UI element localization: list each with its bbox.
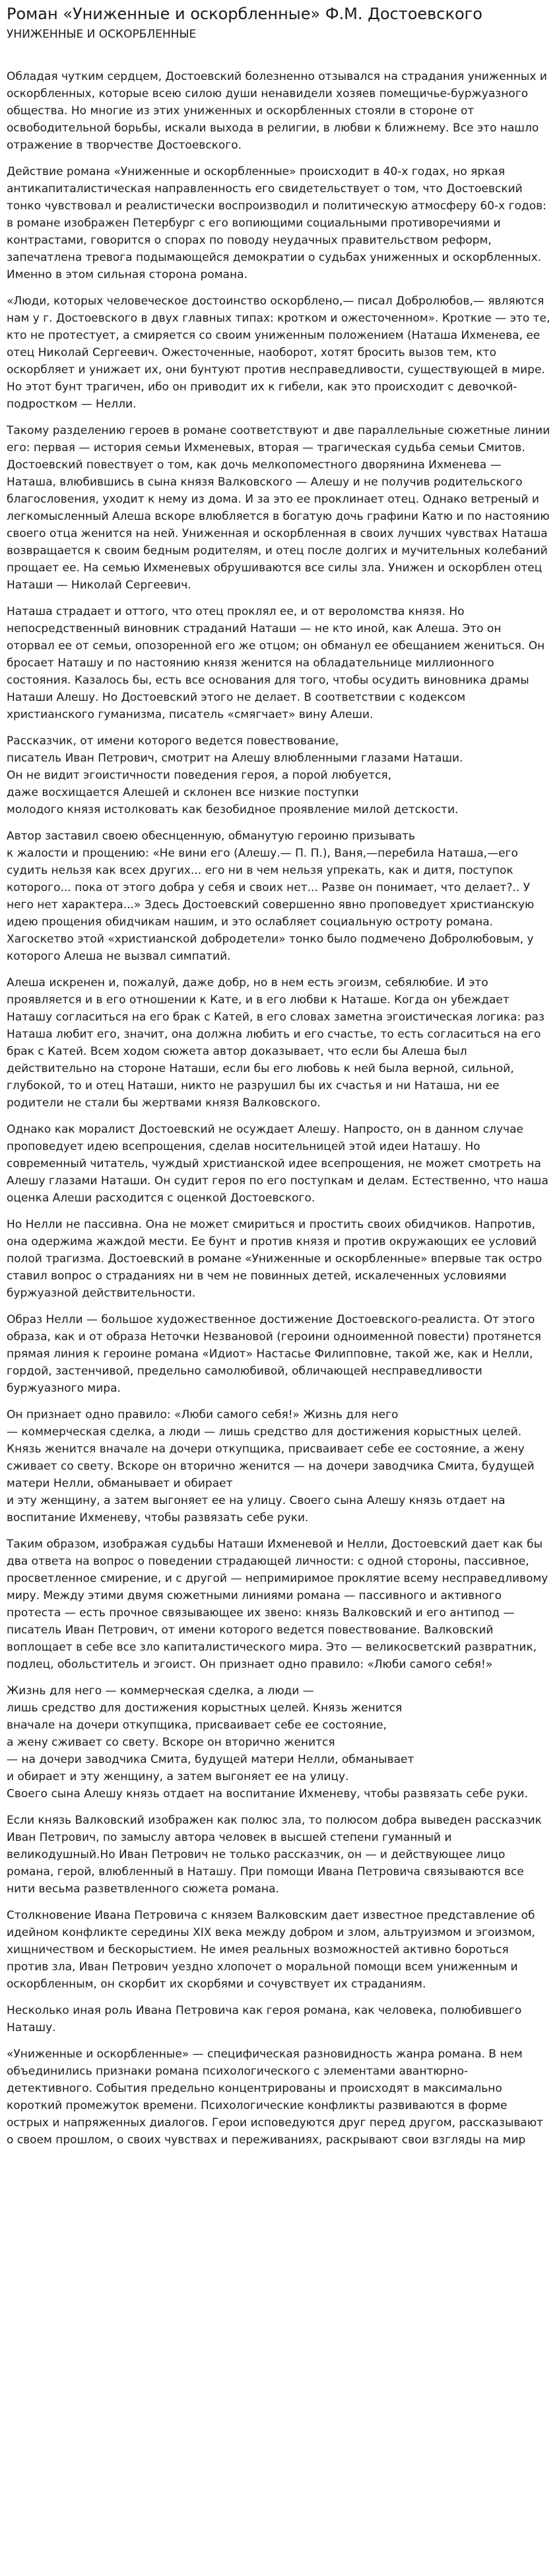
paragraph: Наташа страдает и оттого, что отец проклял ее, и от вероломства князя. Но непосредственный виновник страданий Наташи — не кто иной, как Алеша. Это он оторвал ее от семьи, опозоренной его же отцом; он обманул ее обещанием жениться. Он бросает Наташу и по настоянию князя женится на обладательнице миллионного состояния. Казалось бы, есть все основания для того, чтобы осудить виновника драмы Наташи Алешу. Но Достоевский этого не делает. В соответствии с кодексом христианского гуманизма, писатель «смягчает» вину Алеши.: [7, 605, 545, 722]
paragraph: Жизнь для него — коммерческая сделка, а люди — лишь средство для достижения корыстных целей. Князь женится вначале на дочери откупщика, присваивает себе ее состояние, а жену сживает со свету. Вскоре он вторично женится — на дочери заводчика Смита, будущей матери Нелли, обманывает и обирает и эту женщину, а затем выгоняет ее на улицу. Своего сына Алешу князь отдает на воспитание Ихменеву, чтобы развязать себе руки.: [7, 1684, 528, 1801]
paragraph: Такому разделению героев в романе соответствуют и две параллельные сюжетные линии его: первая — история семьи Ихменевых, вторая — трагическая судьба семьи Смитов. Достоевский повествует о том, как дочь мелкопоместного дворянина Ихменева — Наташа, влюбившись в сына князя Валковского — Алешу и не получив родительского благословения, уходит к нему из дома. И за это ее проклинает отец. Однако ветреный и легкомысленный Алеша вскоре влюбляется в богатую дочь графини Катю и по настоянию своего отца женится на ней. Униженная и оскорбленная в своих лучших чувствах Наташа возвращается к своим бедным родителям, и отец после долгих и мучительных колебаний прощает ее. На семью Ихменевых обрушиваются все силы зла. Унижен и оскорблен отец Наташи — Николай Сергеевич.: [7, 424, 550, 592]
paragraph: Образ Нелли — большое художественное достижение Достоевского-реалиста. От этого образа, как и от образа Неточки Незвановой (героини одноименной повести) протянется прямая линия к героине романа «Идиот» Настасье Филипповне, такой же, как и Нелли, гордой, застенчивой, предельно самолюбивой, обличающей несправедливости буржуазного мира.: [7, 1313, 541, 1396]
paragraph: «Униженные и оскорбленные» — специфическая разновидность жанра романа. В нем объединились признаки романа психологического с элементами авантюрно-детективного. События предельно концентрированы и происходят в максимально короткий промежуток времени. Психологические конфликты развиваются в форме острых и напряженных диалогов. Герои исповедуются друг перед другом, рассказывают о своем прошлом, о своих чувствах и переживаниях, раскрывают свои взгляды на мир: [7, 2048, 544, 2147]
paragraph: Рассказчик, от имени которого ведется повествование, писатель Иван Петрович, смотрит на Алешу влюбленными глазами Наташи. Он не видит эгоистичности поведения героя, а порой любуется, даже восхищается Алешей и склонен все низкие поступки молодого князя истолковать как безобидное проявление милой детскости.: [7, 734, 463, 817]
paragraph: Действие романа «Униженные и оскорбленные» происходит в 40-х годах, но яркая антикапиталистическая направленность его свидетельствует о том, что Достоевский тонко чувствовал и реалистически воспроизводил и политическую атмосферу 60-х годов: в романе изображен Петербург с его вопиющими социальными противоречиями и контрастами, говорится о спорах по поводу неудачных правительством реформ, запечатлена тревога подымающейся демократии о судьбах униженных и оскорбленных. Именно в этом сильная сторона романа.: [7, 165, 546, 282]
paragraph: Обладая чутким сердцем, Достоевский болезненно отзывался на страдания униженных и оскорбленных, которые всею силою души ненавидели хозяев помещичье-буржуазного общества. Но многие из этих униженных и оскорбленных стояли в стороне от освободительной борьбы, искали выхода в религии, в любви к ближнему. Все это нашло отражение в творчестве Достоевского.: [7, 70, 547, 153]
paragraph: Таким образом, изображая судьбы Наташи Ихменевой и Нелли, Достоевский дает как бы два ответа на вопрос о поведении страдающей личности: с одной стороны, пассивное, просветленное смирение, и с другой — непримиримое проклятие всему несправедливому миру. Между этими двумя сюжетными линиями романа — пассивного и активного протеста — есть прочное связывающее их звено: князь Валковский и его антипод — писатель Иван Петрович, от имени которого ведется повествование. Валковский воплощает в себе все зло капиталистического мира. Это — великосветский развратник, подлец, обольститель и эгоист. Он признает одно правило: «Люби самого себя!»: [7, 1538, 548, 1672]
paragraph: Автор заставил своею обеснценную, обманутую героиню призывать к жалости и прощению: «Не вини его (Алешу.— П. П.), Ваня,—перебила Наташа,—его судить нельзя как всех других... его ни в чем нельзя упрекать, как и дитя, поступок которого... пока от этого добра у себя и своих нет... Разве он понимает, что делает?.. У него нет характера...» Здесь Достоевский совершенно явно проповедует христианскую идею прощения обидчикам нашим, и это ослабляет социальную остроту романа. Хагоскетво этой «христианской добродетели» тонко было подмечено Добролюбовым, у которого Алеша не вызвал симпатий.: [7, 830, 535, 964]
paragraph: «Люди, которых человеческое достоинство оскорблено,— писал Добролюбов,— являются нам у г. Достоевского в двух главных типах: кротком и ожесточенном». Кроткие — это те, кто не протестует, а смиряется со своим униженным положением (Наташа Ихменева, ее отец Николай Сергеевич. Ожесточенные, наоборот, хотят бросить вызов тем, кто оскорбляет и унижает их, они бунтуют против несправедливости, существующей в мире. Но этот бунт трагичен, ибо он приводит их к гибели, как это происходит с девочкой-подростком — Нелли.: [7, 295, 550, 411]
paragraph: Он признает одно правило: «Люби самого себя!» Жизнь для него — коммерческая сделка, а люди — лишь средство для достижения корыстных целей. Князь женится вначале на дочери откупщика, присваивает себе ее состояние, а жену сживает со свету. Вскоре он вторично женится — на дочери заводчика Смита, будущей матери Нелли, обманывает и обирает и эту женщину, а затем выгоняет ее на улицу. Своего сына Алешу князь отдает на воспитание Ихменеву, чтобы развязать себе руки.: [7, 1408, 535, 1525]
paragraph: Несколько иная роль Ивана Петровича как героя романа, как человека, полюбившего Наташу.: [7, 2004, 522, 2035]
paragraph: Однако как моралист Достоевский не осуждает Алешу. Напросто, он в данном случае проповедует идею всепрощения, сделав носительницей этой идеи Наташу. Но современный читатель, чуждый христианской идее всепрощения, не может смотреть на Алешу глазами Наташи. Он судит героя по его поступкам и делам. Естественно, что наша оценка Алеши расходится с оценкой Достоевского.: [7, 1123, 548, 1205]
paragraph: Но Нелли не пассивна. Она не может смириться и простить своих обидчиков. Напротив, она одержима жаждой мести. Ее бунт и против князя и против окружающих ее условий полой трагизма. Достоевский в романе «Униженные и оскорбленные» впервые так остро ставил вопрос о страданиях ни в чем не повинных детей, искалеченных условиями буржуазной действительности.: [7, 1218, 543, 1301]
page-subtitle: УНИЖЕННЫЕ И ОСКОРБЛЕННЫЕ: [7, 28, 197, 42]
article-body: [7, 68, 552, 2149]
paragraph: Если князь Валковский изображен как полюс зла, то полюсом добра выведен рассказчик Иван Петрович, по замыслу автора человек в высшей степени гуманный и великодушный.Но Иван Петрович не только рассказчик, он — и действующее лицо романа, герой, влюбленный в Наташу. При помощи Ивана Петровича связываются все нити весьма разветвленного сюжета романа.: [7, 1814, 542, 1896]
paragraph: Столкновение Ивана Петровича с князем Валковским дает известное представление об идейном конфликте середины XIX века между добром и злом, альтруизмом и эгоизмом, хищничеством и бескорыстием. Не имея реальных возможностей активно бороться против зла, Иван Петрович уездно хлопочет о моральной помощи всем униженным и оскорбленным, он скорбит их скорбями и сочувствует их страданиям.: [7, 1909, 535, 1991]
paragraph: Алеша искренен и, пожалуй, даже добр, но в нем есть эгоизм, себялюбие. И это проявляется и в его отношении к Кате, и в его любви к Наташе. Когда он убеждает Наташу согласиться на его брак с Катей, в его словах заметна эгоистическая логика: раз Наташа любит его, значит, она должна любить и его счастье, то есть согласиться на его брак с Катей. Всем ходом сюжета автор доказывает, что если бы Алеша был действительно на стороне Наташи, если бы его любовь к ней была верной, сильной, глубокой, то и отец Наташи, никто не разрушил бы их счастья и ни Наташа, ни ее родители не стали бы жертвами князя Валковского.: [7, 976, 544, 1110]
page-title: Роман «Униженные и оскорбленные» Ф.М. Достоевского: [7, 5, 482, 23]
